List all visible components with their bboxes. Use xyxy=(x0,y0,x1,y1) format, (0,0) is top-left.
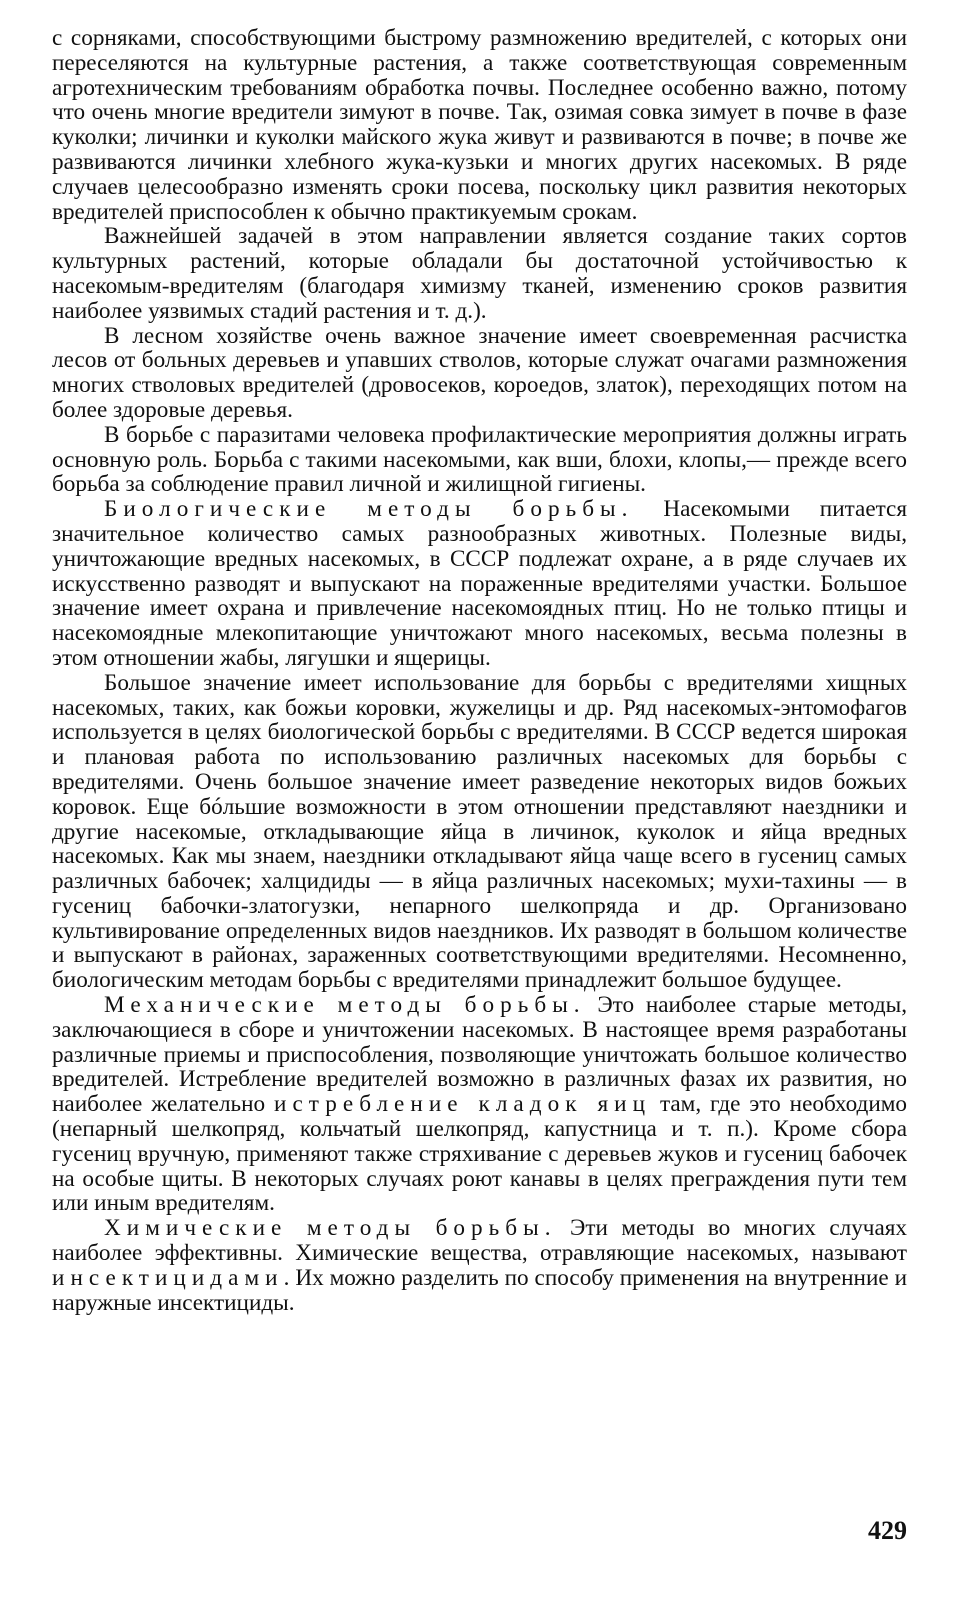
page-number: 429 xyxy=(868,1516,907,1545)
paragraph-6 xyxy=(52,671,907,993)
paragraph-mechanical xyxy=(52,993,907,1216)
heading-chemical-methods: Химические методы борьбы. xyxy=(104,1215,557,1242)
paragraph-biological-text: Насекомыми питается значительное количество самых разнообразных животных. Полезные виды, уничтожающие вредных насекомых, в СССР подлежат охране, а в ряде случаев их искусственно разводят и выпускают на пораженные вредителями участки. Большое значение имеет охрана и привлечение насекомоядных птиц. Но не только птицы и насекомоядные млекопитающие уничтожают много насекомых, весьма полезны в этом отношении жабы, лягушки и ящерицы. xyxy=(52,496,907,671)
paragraph-biological xyxy=(52,497,907,671)
paragraph-chemical-text-2: . Их можно разделить по способу применения на внутренние и наружные инсектициды. xyxy=(52,1264,907,1316)
page-text xyxy=(52,26,907,1315)
paragraph-6-text: Большое значение имеет использование для борьбы с вредителями хищных насекомых, таких, как божьи коровки, жужелицы и др. Ряд насекомых-энтомофагов используется в целях биологической борьбы с вредителями. В СССР ведется широкая и плановая работа по использованию различных насекомых для борьбы с вредителями. Очень большое значение имеет разведение некоторых видов божьих коровок. Еще бóльшие возможности в этом отношении представляют наездники и другие насекомые, откладывающие яйца в личинок, куколок и яйца вредных насекомых. Как мы знаем, наездники откладывают яйца чаще всего в гусениц самых различных бабочек; халцидиды — в яйца различных насекомых; мухи-тахины — в гусениц бабочки-златогузки, непарного шелкопряда и др. Организовано культивирование определенных видов наездников. Их разводят в большом количестве и выпускают в районах, зараженных соответствующими вредителями. Несомненно, биологическим методам борьбы с вредителями принадлежит большое будущее. xyxy=(52,669,907,994)
emphasis-egg-destruction: истребление кладок яиц xyxy=(274,1091,652,1118)
paragraph-2 xyxy=(52,224,907,323)
paragraph-4 xyxy=(52,423,907,497)
paragraph-mechanical-text-1: Это наиболее старые методы, заключающиеся в сборе и уничтожении насекомых. В настоящее время разработаны различные приемы и приспособления, позволяющие уничтожать большое количество вредителей. Истребление вредителей возможно в различных фазах их развития, но наиболее желательно xyxy=(52,992,907,1118)
heading-biological-methods: Биологические методы борьбы. xyxy=(104,496,634,523)
paragraph-3 xyxy=(52,324,907,423)
paragraph-3-text: В лесном хозяйстве очень важное значение имеет своевременная расчистка лесов от больных деревьев и упавших стволов, которые служат очагами размножения многих стволовых вредителей (дровосеков, короедов, златок), переходящих потом на более здоровые деревья. xyxy=(52,322,907,423)
emphasis-insecticides: инсектицидами xyxy=(52,1264,284,1291)
paragraph-chemical-text-1: Эти методы во многих случаях наиболее эффективны. Химические вещества, отравляющие насекомых, называют xyxy=(52,1215,908,1267)
paragraph-1 xyxy=(52,26,907,224)
heading-mechanical-methods: Механические методы борьбы. xyxy=(104,992,586,1019)
paragraph-4-text: В борьбе с паразитами человека профилактические мероприятия должны играть основную роль. Борьба с такими насекомыми, как вши, блохи, клопы,— прежде всего борьба за соблюдение правил личной и жилищной гигиены. xyxy=(52,421,907,498)
paragraph-1-text: с сорняками, способствующими быстрому размножению вредителей, с которых они переселяются на культурные растения, а также соответствующая современным агротехническим требованиям обработка почвы. Последнее особенно важно, потому что очень многие вредители зимуют в почве. Так, озимая совка зимует в почве в фазе куколки; личинки и куколки майского жука живут и развиваются в почве; в почве же развиваются личинки хлебного жука-кузьки и многих других насекомых. В ряде случаев целесообразно изменять сроки посева, поскольку цикл развития некоторых вредителей приспособлен к обычно практикуемым срокам. xyxy=(52,25,907,225)
paragraph-2-text: Важнейшей задачей в этом направлении является создание таких сортов культурных растений, которые обладали бы достаточной устойчивостью к насекомым-вредителям (благодаря химизму тканей, изменению сроков развития наиболее уязвимых стадий растения и т. д.). xyxy=(52,223,907,324)
paragraph-mechanical-text-2: там, где это необходимо (непарный шелкопряд, кольчатый шелкопряд, капустница и т. п.). Кроме сбора гусениц вручную, применяют также стряхивание с деревьев жуков и гусениц бабочек на особые щиты. В некоторых случаях роют канавы в целях преграждения пути тем или иным вредителям. xyxy=(52,1091,907,1217)
paragraph-chemical xyxy=(52,1216,907,1315)
